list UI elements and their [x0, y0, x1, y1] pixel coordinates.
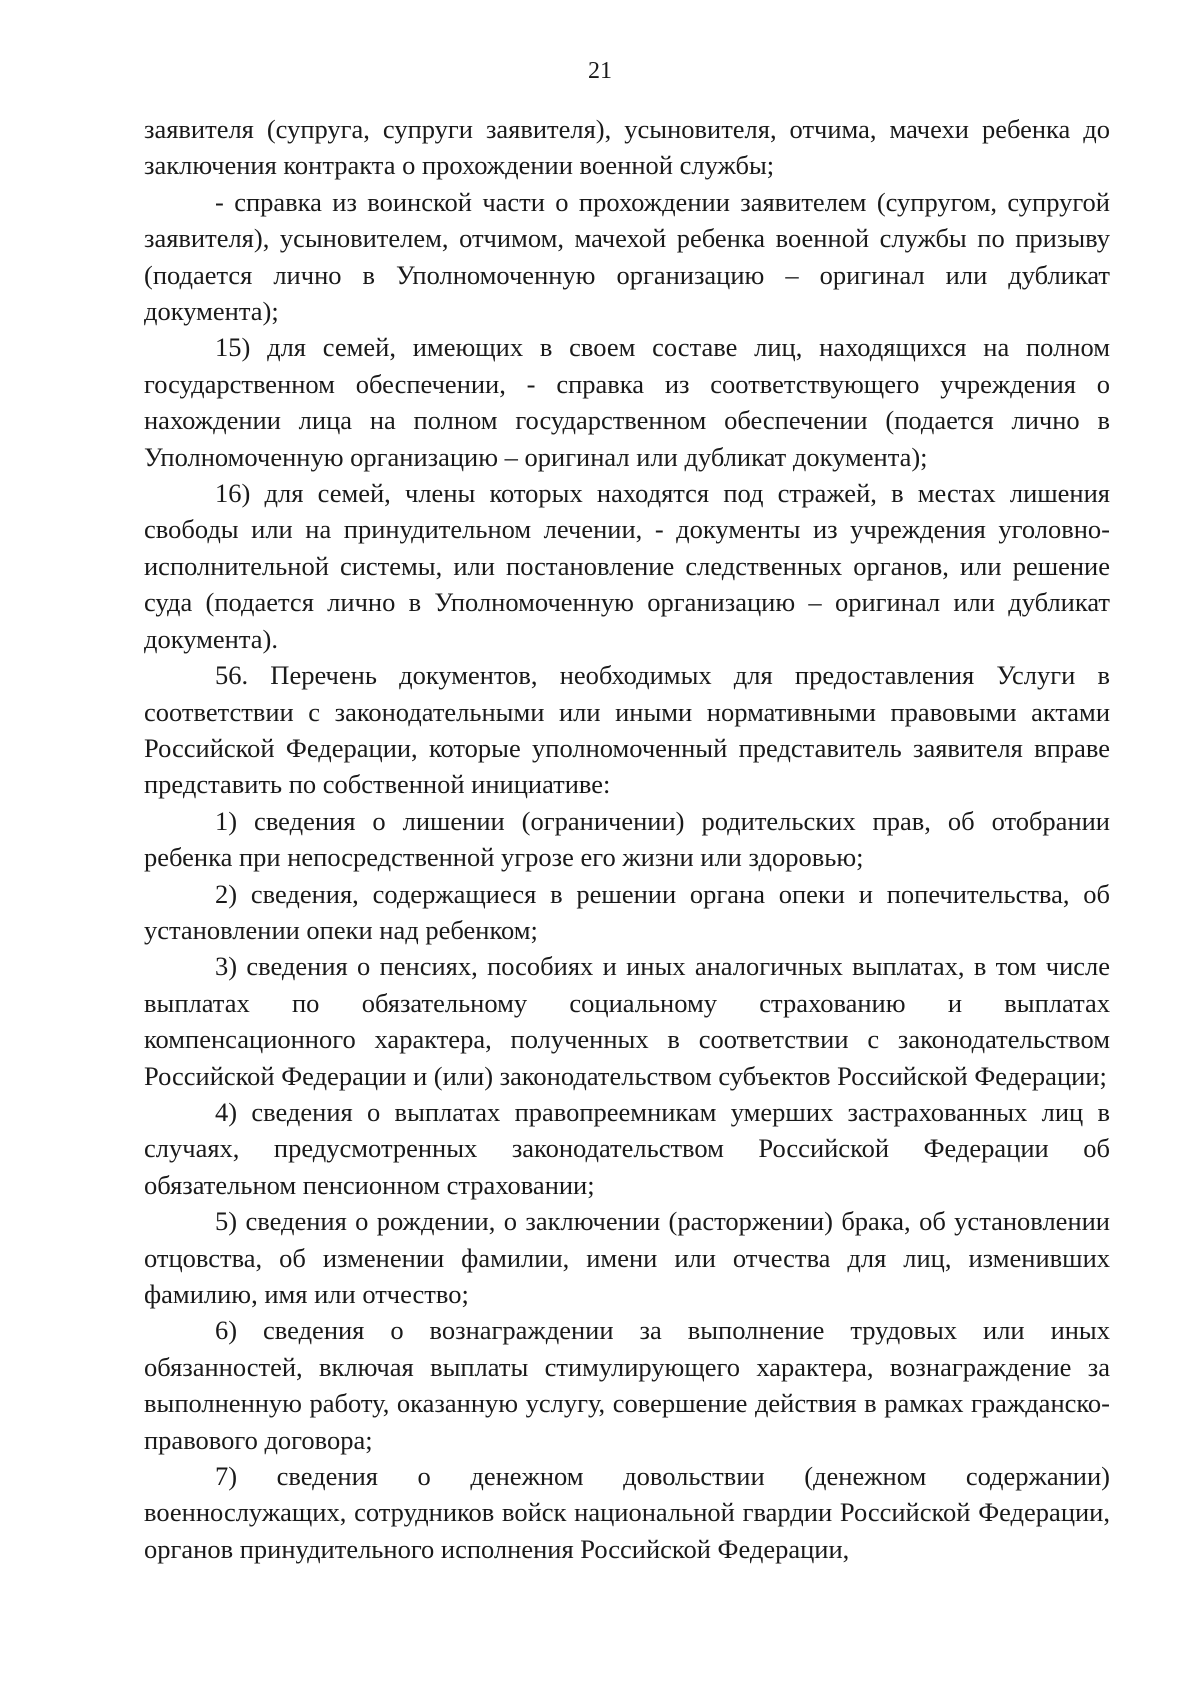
paragraph-continuation: заявителя (супруга, супруги заявителя), усыновителя, отчима, мачехи ребенка до заключения контракта о прохождении военной службы;	[144, 114, 1110, 181]
paragraph-list-item-2: 2) сведения, содержащиеся в решении органа опеки и попечительства, об установлении опеки над ребенком;	[144, 878, 1110, 945]
page-number: 21	[588, 58, 612, 84]
paragraph-item-16: 16) для семей, члены которых находятся под стражей, в местах лишения свободы или на принудительном лечении, - документы из учреждения уголовно-исполнительной системы, или постановление следственных органов, или решение суда (подается лично в Уполномоченную организацию – оригинал или дубликат документа).	[144, 478, 1110, 654]
paragraph-list-item-1: 1) сведения о лишении (ограничении) родительских прав, об отобрании ребенка при непосредственной угрозе его жизни или здоровью;	[144, 805, 1110, 873]
paragraph-section-56: 56. Перечень документов, необходимых для предоставления Услуги в соответствии с законодательными или иными нормативными правовыми актами Российской Федерации, которые уполномоченный представитель заявителя вправе представить по собственной инициативе:	[144, 660, 1110, 800]
paragraph-list-item-5: 5) сведения о рождении, о заключении (расторжении) брака, об установлении отцовства, об изменении фамилии, имени или отчества для лиц, изменивших фамилию, имя или отчество;	[144, 1206, 1110, 1309]
paragraph-military-certificate: - справка из воинской части о прохождении заявителем (супругом, супругой заявителя), усыновителем, отчимом, мачехой ребенка военной службы по призыву (подается лично в Уполномоченную организацию – оригинал или дубликат документа);	[144, 186, 1110, 327]
paragraph-list-item-7: 7) сведения о денежном довольствии (денежном содержании) военнослужащих, сотрудников войск национальной гвардии Российской Федерации, органов принудительного исполнения Российской Федерации,	[144, 1461, 1110, 1564]
document-body	[144, 111, 1110, 1567]
paragraph-list-item-6: 6) сведения о вознаграждении за выполнение трудовых или иных обязанностей, включая выплаты стимулирующего характера, вознаграждение за выполненную работу, оказанную услугу, совершение действия в рамках гражданско-правового договора;	[144, 1315, 1110, 1455]
paragraph-list-item-3: 3) сведения о пенсиях, пособиях и иных аналогичных выплатах, в том числе выплатах по обязательному социальному страхованию и выплатах компенсационного характера, полученных в соответствии с законодательством Российской Федерации и (или) законодательством субъектов Российской Федерации;	[144, 951, 1110, 1091]
paragraph-item-15: 15) для семей, имеющих в своем составе лиц, находящихся на полном государственном обеспечении, - справка из соответствующего учреждения о нахождении лица на полном государственном обеспечении (подается лично в Уполномоченную организацию – оригинал или дубликат документа);	[144, 332, 1110, 472]
paragraph-list-item-4: 4) сведения о выплатах правопреемникам умерших застрахованных лиц в случаях, предусмотренных законодательством Российской Федерации об обязательном пенсионном страховании;	[144, 1096, 1110, 1200]
